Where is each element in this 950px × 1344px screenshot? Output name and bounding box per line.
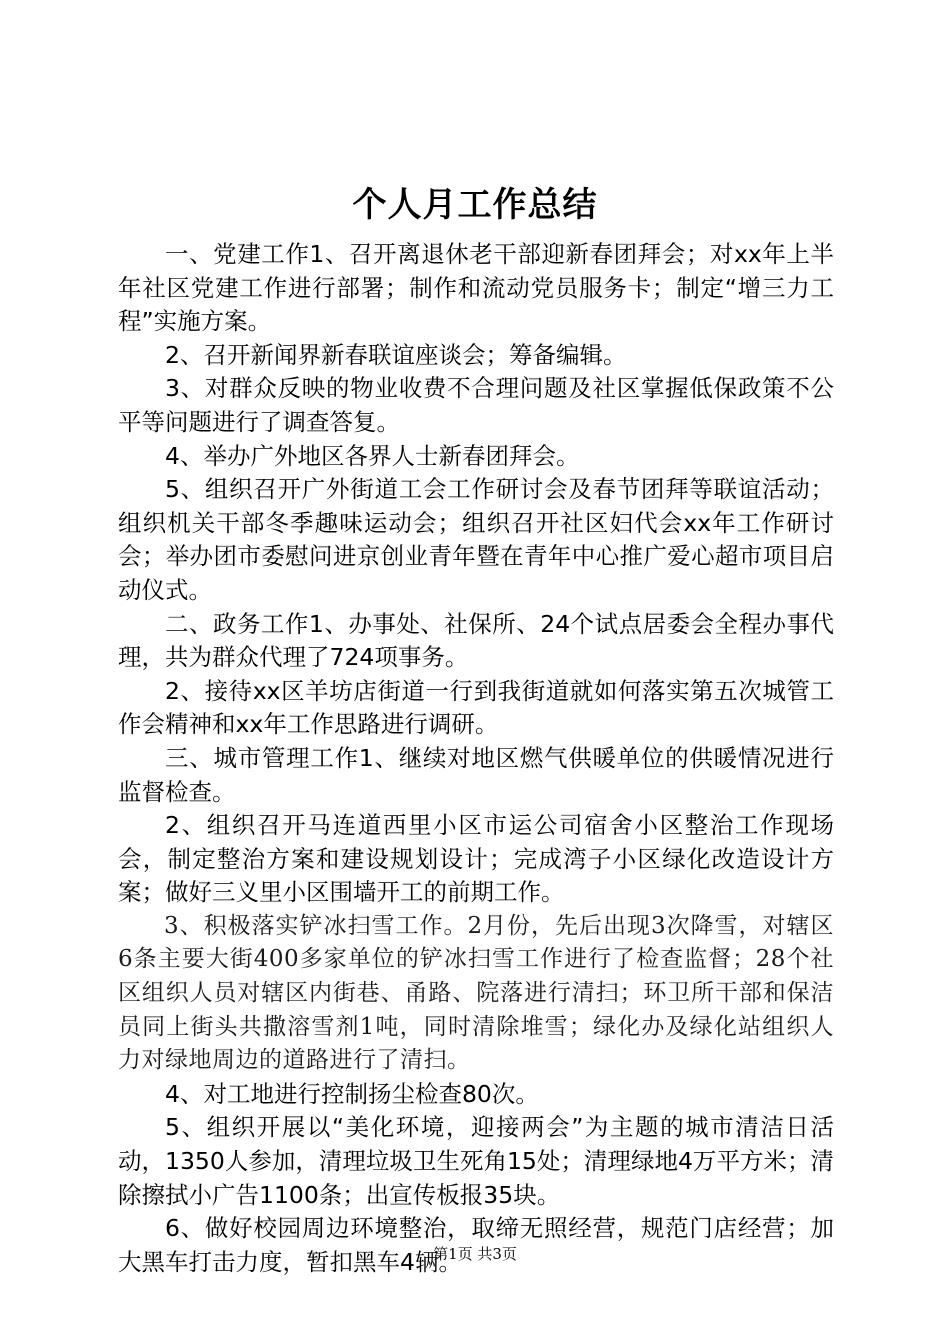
paragraph-snow-clearing: 3、积极落实铲冰扫雪工作。2月份，先后出现3次降雪，对辖区6条主要大街400多家单位的铲冰扫雪工作进行了检查监督；28个社区组织人员对辖区内街巷、甬路、院落进行清扫；环卫所干部和保洁员同上街头共撒溶雪剂1吨，同时清除堆雪；绿化办及绿化站组织人力对绿地周边的道路进行了清扫。 [118,912,834,1074]
paragraph-community-renovation: 2、组织召开马连道西里小区市运公司宿舍小区整治工作现场会，制定整治方案和建设规划设计；完成湾子小区绿化改造设计方案；做好三义里小区围墙开工的前期工作。 [118,811,834,907]
paragraph-party-building: 一、党建工作1、召开离退休老干部迎新春团拜会；对xx年上半年社区党建工作进行部署；制作和流动党员服务卡；制定“增三力工程”实施方案。 [118,240,834,336]
document-body [118,238,834,1279]
paragraph-city-cleaning: 5、组织开展以“美化环境，迎接两会”为主题的城市清洁日活动，1350人参加，清理垃圾卫生死角15处；清理绿地4万平方米；清除擦拭小广告1100条；出宣传板报35块。 [118,1113,834,1209]
paragraph-campus-environment: 6、做好校园周边环境整治，取缔无照经营，规范门店经营；加大黑车打击力度，暂扣黑车4辆。 [118,1214,834,1276]
paragraph-city-management: 三、城市管理工作1、继续对地区燃气供暖单位的供暖情况进行监督检查。 [118,743,834,806]
paragraph-public-feedback: 3、对群众反映的物业收费不合理问题及社区掌握低保政策不公平等问题进行了调查答复。 [118,374,834,436]
paragraph-union-activities: 5、组织召开广外街道工会工作研讨会及春节团拜等联谊活动；组织机关干部冬季趣味运动会；组织召开社区妇代会xx年工作研讨会；举办团市委慰问进京创业青年暨在青年中心推广爱心超市项目启动仪式。 [118,475,834,604]
paragraph-new-year-gathering: 4、举办广外地区各界人士新春团拜会。 [165,441,580,470]
paragraph-press-meeting: 2、召开新闻界新春联谊座谈会；筹备编辑。 [165,340,627,369]
document-title: 个人月工作总结 [352,185,598,225]
paragraph-dust-control: 4、对工地进行控制扬尘检查80次。 [165,1079,539,1108]
page-footer: 第1页 共3页 [433,1245,517,1263]
paragraph-visit-reception: 2、接待xx区羊坊店街道一行到我街道就如何落实第五次城管工作会精神和xx年工作思路进行调研。 [118,676,834,739]
paragraph-government-affairs: 二、政务工作1、办事处、社保所、24个试点居委会全程办事代理，共为群众代理了724项事务。 [118,609,834,672]
